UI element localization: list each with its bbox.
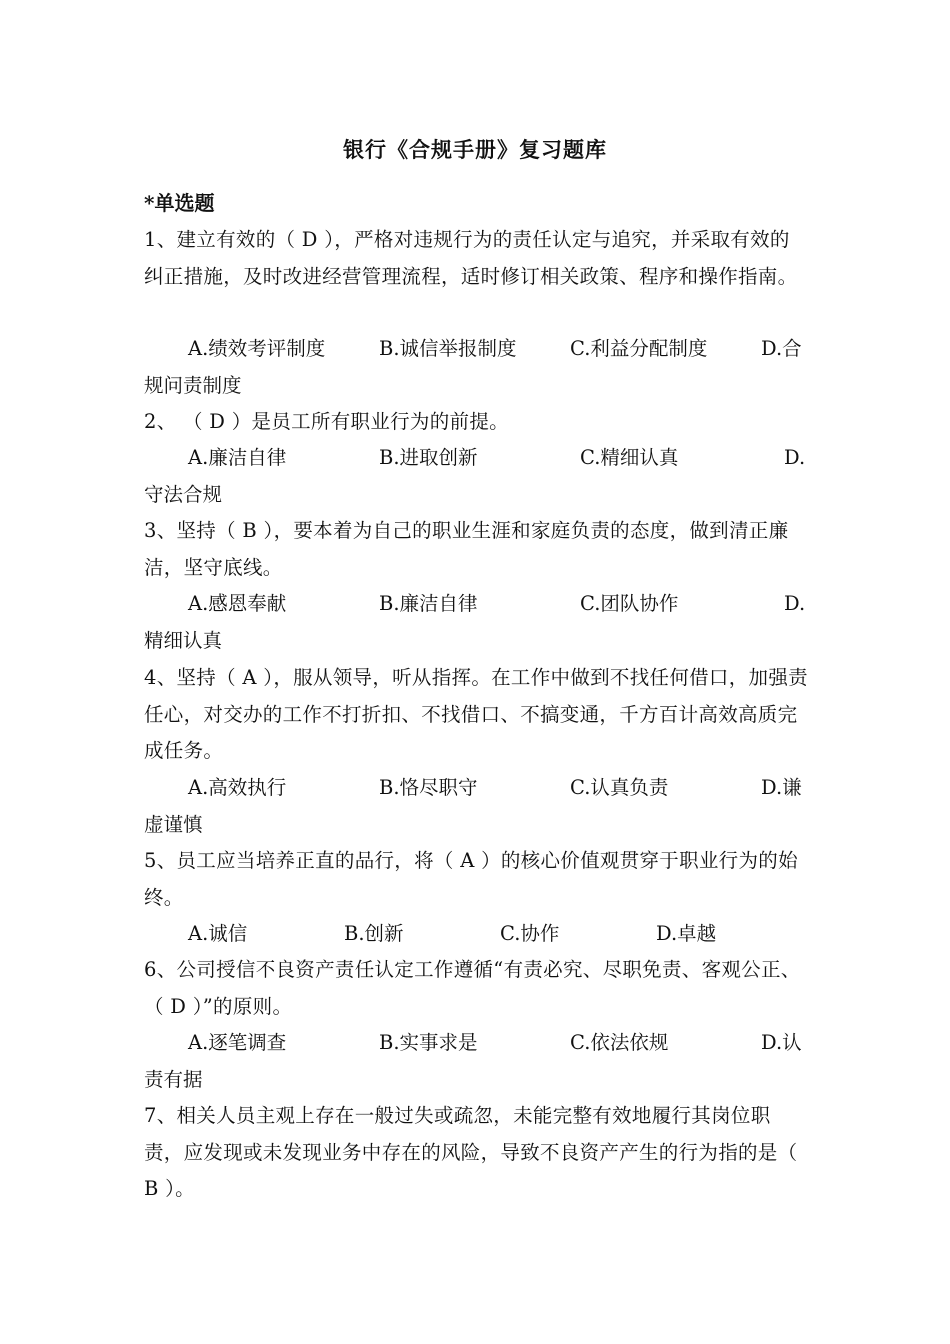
option-a: A.高效执行 — [188, 776, 287, 799]
question-7: 7、相关人员主观上存在一般过失或疏忽，未能完整有效地履行其岗位职责，应发现或未发现业务中存在的风险，导致不良资产产生的行为指的是（ B ）。 — [144, 1104, 798, 1200]
question-3: 3、坚持（ B ），要本着为自己的职业生涯和家庭负责的态度，做到清正廉洁，坚守底线。 — [144, 519, 789, 579]
option-c: C.认真负责 — [570, 776, 669, 799]
option-d: D.合 — [761, 337, 802, 360]
option-b: B.诚信举报制度 — [379, 337, 517, 360]
option-b: B.廉洁自律 — [379, 592, 478, 615]
question-1: 1、建立有效的（ D ），严格对违规行为的责任认定与追究，并采取有效的纠正措施，及时改进经营管理流程，适时修订相关政策、程序和操作指南。 — [144, 228, 798, 288]
option-a: A.逐笔调查 — [188, 1031, 287, 1054]
page-title: 银行《合规手册》复习题库 — [343, 137, 607, 162]
option-b: B.实事求是 — [379, 1031, 478, 1054]
question-6: 6、公司授信不良资产责任认定工作遵循“有责必究、尽职免责、客观公正、 （ D ）”的原则。 — [144, 958, 801, 1018]
option-d: D. — [784, 446, 806, 469]
option-c: C.协作 — [500, 922, 560, 945]
option-d-wrap: 规问责制度 — [144, 373, 242, 397]
option-c: C.团队协作 — [580, 592, 679, 615]
option-d-wrap: 精细认真 — [144, 628, 223, 652]
option-d: D. — [784, 592, 806, 615]
question-2: 2、 （ D ）是员工所有职业行为的前提。 — [144, 410, 509, 433]
section-heading: *单选题 — [144, 191, 215, 215]
option-c: C.依法依规 — [570, 1031, 669, 1054]
option-d-wrap: 责有据 — [144, 1067, 203, 1091]
option-a: A.感恩奉献 — [188, 592, 287, 615]
question-5: 5、员工应当培养正直的品行，将（ A ）的核心价值观贯穿于职业行为的始终。 — [144, 849, 798, 909]
option-b: B.恪尽职守 — [379, 776, 478, 799]
option-d-wrap: 守法合规 — [144, 482, 223, 506]
option-b: B.创新 — [344, 922, 404, 945]
option-a: A.绩效考评制度 — [188, 337, 326, 360]
option-d: D.认 — [761, 1031, 802, 1054]
option-a: A.廉洁自律 — [188, 446, 287, 469]
option-a: A.诚信 — [188, 922, 248, 945]
option-c: C.利益分配制度 — [570, 337, 708, 360]
option-d: D.谦 — [761, 776, 802, 799]
option-b: B.进取创新 — [379, 446, 478, 469]
option-c: C.精细认真 — [580, 446, 679, 469]
option-d-wrap: 虚谨慎 — [144, 812, 203, 836]
question-4: 4、坚持（ A ），服从领导，听从指挥。在工作中做到不找任何借口，加强责任心，对交办的工作不打折扣、不找借口、不搞变通，千方百计高效高质完成任务。 — [144, 666, 808, 762]
option-d: D.卓越 — [656, 922, 717, 945]
